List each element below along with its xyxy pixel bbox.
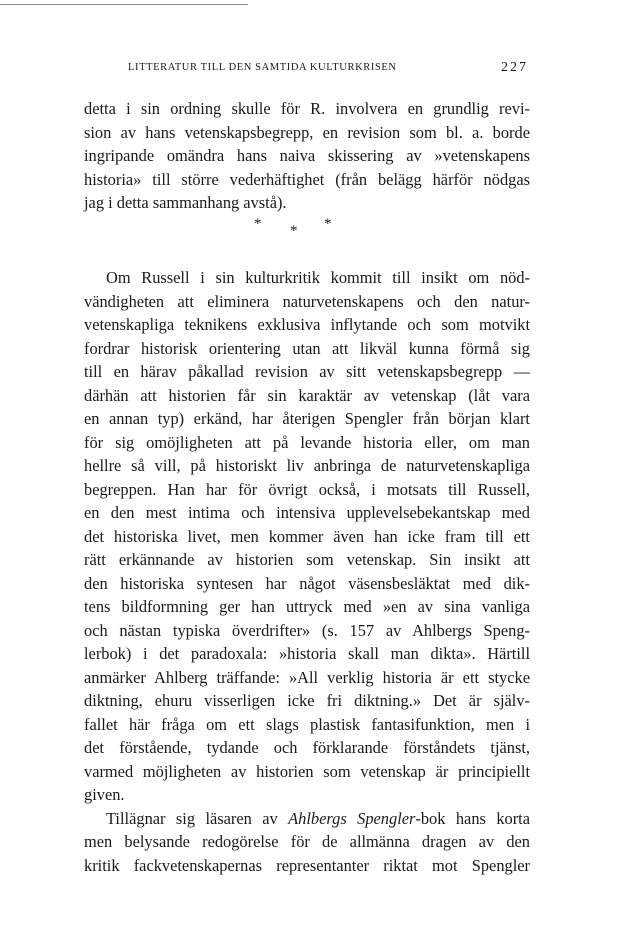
text-line: lerbok) i det paradoxala: »historia skall man dikta». Härtill xyxy=(84,644,530,663)
text-line: till en härav påkallad revision av sitt vetenskapsbegrepp — xyxy=(84,362,530,381)
text-line: diktning, ehuru visserligen icke fri diktning.» Det är själv- xyxy=(84,691,530,710)
page-header xyxy=(128,62,528,82)
text-line: begreppen. Han har för övrigt också, i motsats till Russell, xyxy=(84,479,530,499)
section-break-asterism xyxy=(240,216,350,240)
text-line: hellre så vill, på historiskt liv anbringa de naturvetenskapliga xyxy=(84,456,530,475)
text-line: fallet här fråga om ett slags plastisk fantasifunktion, men i xyxy=(84,714,530,734)
text-line: och nästan typiska överdrifter» (s. 157 av Ahlbergs Speng- xyxy=(84,620,530,640)
text-line: jag i detta sammanhang avstå). xyxy=(84,193,287,212)
text-line: men belysande redogörelse för de allmänna dragen av den xyxy=(84,832,530,851)
text-run: -bok hans korta xyxy=(415,808,530,828)
text-line: för sig omöjligheten att på levande historia eller, om man xyxy=(84,432,530,452)
text-line: rätt erkännande av historien som vetenskap. Sin insikt att xyxy=(84,550,530,569)
text-line: historia» till större vederhäftighet (från belägg härför nödgas xyxy=(84,169,530,189)
text-line: vetenskapliga teknikens exklusiva inflytande och som motvikt xyxy=(84,315,530,334)
text-line: det förstående, tydande och förklarande förståndets tjänst, xyxy=(84,738,530,757)
italic-book-reference: Ahlbergs Spengler xyxy=(288,808,416,828)
text-line: den historiska syntesen har något väsensbesläktat med dik- xyxy=(84,573,530,593)
asterisk: * xyxy=(290,223,298,239)
text-line: vändigheten att eliminera naturvetenskapens och den natur- xyxy=(84,291,530,311)
top-rule xyxy=(0,4,248,5)
text-run: Tillägnar sig läsaren av xyxy=(106,808,289,828)
text-line: Om Russell i sin kulturkritik kommit till insikt om nöd- xyxy=(106,268,530,287)
text-line-with-italic xyxy=(84,807,530,831)
text-line: detta i sin ordning skulle för R. involvera en grundlig revi- xyxy=(84,99,530,118)
asterisk: * xyxy=(254,216,262,232)
text-line: varmed möjligheten av historien som vetenskap är principiellt xyxy=(84,761,530,781)
text-line: en annan typ) erkänd, har återigen Spengler från början klart xyxy=(84,409,530,428)
text-line: anmärker Ahlberg träffande: »All verklig historia är ett stycke xyxy=(84,667,530,687)
paragraph-continuation xyxy=(84,97,530,215)
asterisk: * xyxy=(324,216,332,232)
text-line: det historiska livet, men kommer även han icke fram till ett xyxy=(84,526,530,546)
text-line: ingripande omändra hans naiva skissering av »vetenskapens xyxy=(84,146,530,165)
text-line: en den mest intima och intensiva upplevelsebekantskap med xyxy=(84,503,530,522)
running-title: LITTERATUR TILL DEN SAMTIDA KULTURKRISEN xyxy=(128,62,397,73)
text-line: given. xyxy=(84,785,125,804)
text-line: därhän att historien får sin karaktär av vetenskap (låt vara xyxy=(84,385,530,405)
text-line: fordrar historisk orientering utan att likväl kunna förmå sig xyxy=(84,338,530,358)
text-line: tens bildformning ger han uttryck med »en av sina vanliga xyxy=(84,597,530,616)
page-number: 227 xyxy=(501,60,528,75)
text-line: kritik fackvetenskapernas representanter riktat mot Spengler xyxy=(84,855,530,875)
text-line: sion av hans vetenskapsbegrepp, en revision som bl. a. borde xyxy=(84,122,530,142)
main-paragraphs xyxy=(84,266,530,877)
